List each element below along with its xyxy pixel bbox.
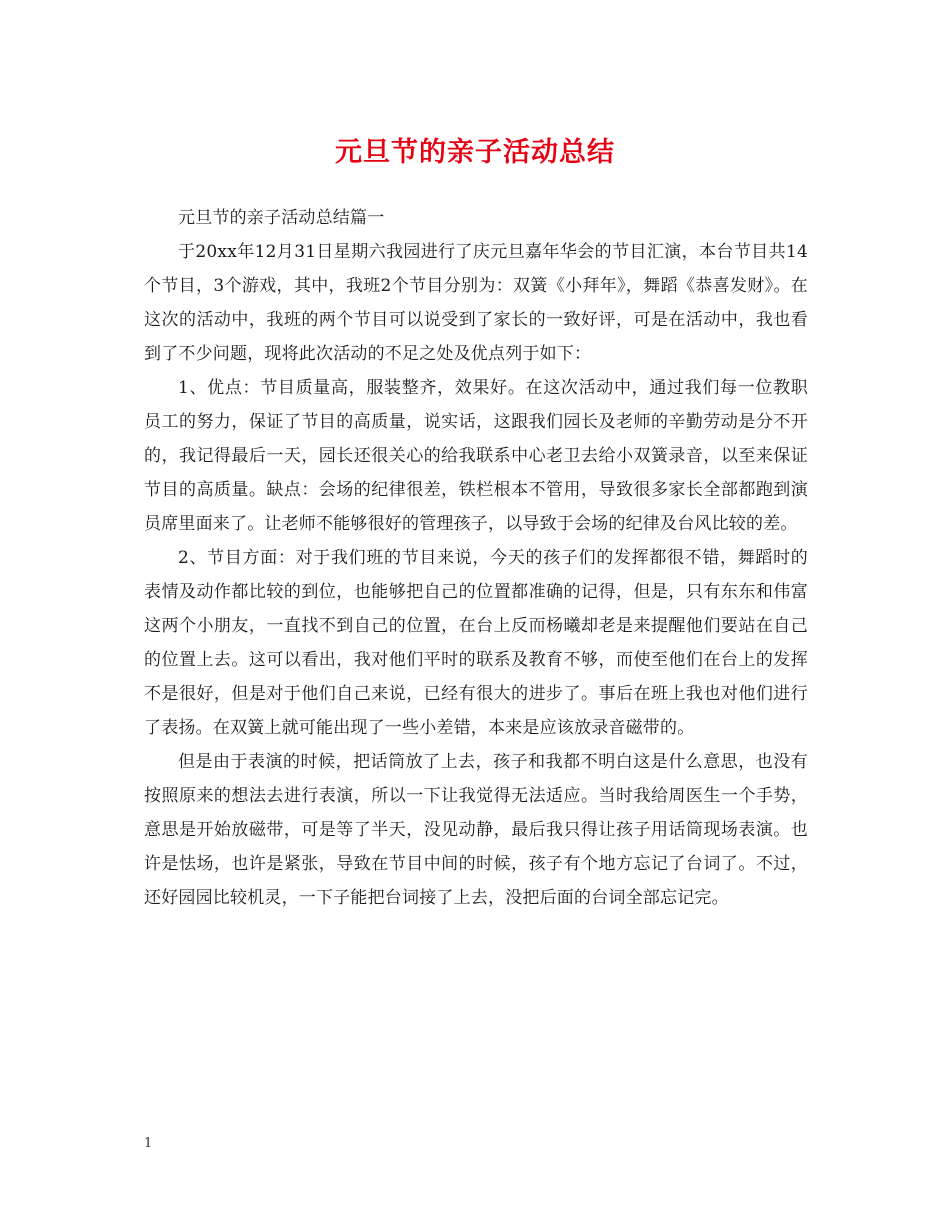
- page-number: 1: [144, 1136, 153, 1151]
- paragraph-intro: 于20xx年12月31日星期六我园进行了庆元旦嘉年华会的节目汇演，本台节目共14个节目，3个游戏，其中，我班2个节目分别为：双簧《小拜年》，舞蹈《恭喜发财》。在这次的活动中，我班的两个节目可以说受到了家长的一致好评，可是在活动中，我也看到了不少问题，现将此次活动的不足之处及优点列于如下：: [144, 242, 808, 364]
- paragraph-performance-issue: 但是由于表演的时候，把话筒放了上去，孩子和我都不明白这是什么意思，也没有按照原来的想法去进行表演，所以一下让我觉得无法适应。当时我给周医生一个手势，意思是开始放磁带，可是等了半天，没见动静，最后我只得让孩子用话筒现场表演。也许是怯场，也许是紧张，导致在节目中间的时候，孩子有个地方忘记了台词了。不过，还好园园比较机灵，一下子能把台词接了上去，没把后面的台词全部忘记完。: [144, 752, 808, 908]
- paragraph-advantages: 1、优点：节目质量高，服装整齐，效果好。在这次活动中，通过我们每一位教职员工的努力，保证了节目的高质量，说实话，这跟我们园长及老师的辛勤劳动是分不开的，我记得最后一天，园长还很关心的给我联系中心老卫去给小双簧录音，以至来保证节目的高质量。缺点：会场的纪律很差，铁栏根本不管用，导致很多家长全部都跑到演员席里面来了。让老师不能够很好的管理孩子，以导致于会场的纪律及台风比较的差。: [144, 378, 808, 534]
- document-title: 元旦节的亲子活动总结: [335, 137, 615, 168]
- paragraph-subtitle: 元旦节的亲子活动总结篇一: [178, 208, 385, 228]
- document-body: [144, 201, 808, 915]
- paragraph-program-aspects: 2、节目方面：对于我们班的节目来说，今天的孩子们的发挥都很不错，舞蹈时的表情及动作都比较的到位，也能够把自己的位置都准确的记得，但是，只有东东和伟富这两个小朋友，一直找不到自己的位置，在台上反而杨曦却老是来提醒他们要站在自己的位置上去。这可以看出，我对他们平时的联系及教育不够，而使至他们在台上的发挥不是很好，但是对于他们自己来说，已经有很大的进步了。事后在班上我也对他们进行了表扬。在双簧上就可能出现了一些小差错，本来是应该放录音磁带的。: [144, 548, 808, 738]
